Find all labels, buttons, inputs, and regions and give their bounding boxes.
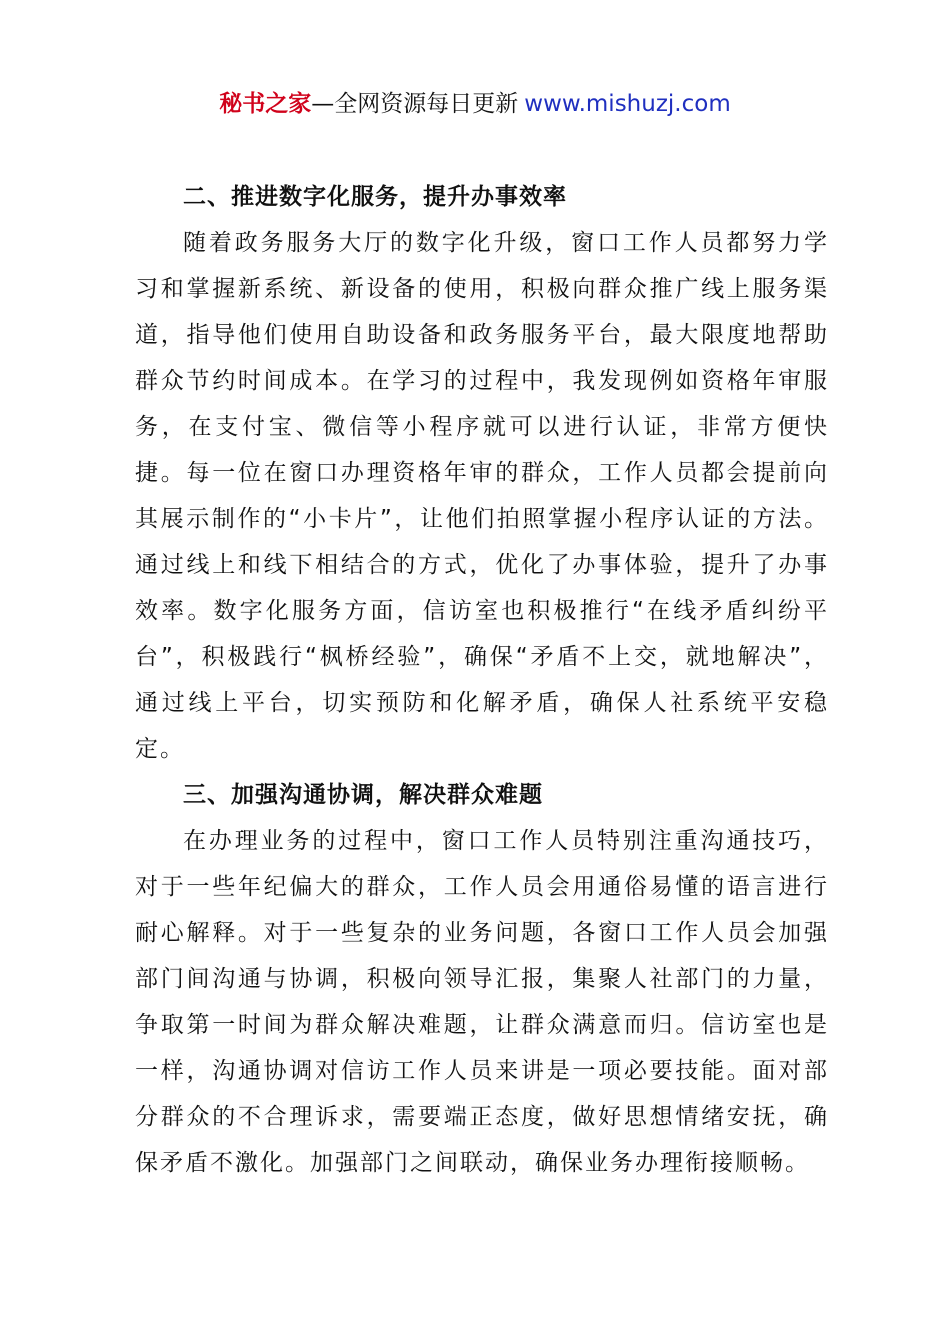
section-paragraph: 在办理业务的过程中，窗口工作人员特别注重沟通技巧，对于一些年纪偏大的群众，工作人员会用通俗易懂的语言进行耐心解释。对于一些复杂的业务问题，各窗口工作人员会加强部门间沟通与协调，积极向领导汇报，集聚人社部门的力量，争取第一时间为群众解决难题，让群众满意而归。信访室也是一样，沟通协调对信访工作人员来讲是一项必要技能。面对部分群众的不合理诉求，需要端正态度，做好思想情绪安抚，确保矛盾不激化。加强部门之间联动，确保业务办理衔接顺畅。 — [135, 828, 829, 1176]
document-body — [135, 174, 829, 1186]
page-header — [0, 86, 950, 122]
section-heading: 二、推进数字化服务，提升办事效率 — [183, 184, 567, 210]
site-url-link[interactable]: www.mishuzj.com — [524, 91, 731, 117]
brand-name: 秘书之家 — [219, 91, 312, 117]
section-paragraph: 随着政务服务大厅的数字化升级，窗口工作人员都努力学习和掌握新系统、新设备的使用，积极向群众推广线上服务渠道，指导他们使用自助设备和政务服务平台，最大限度地帮助群众节约时间成本。在学习的过程中，我发现例如资格年审服务，在支付宝、微信等小程序就可以进行认证，非常方便快捷。每一位在窗口办理资格年审的群众，工作人员都会提前向其展示制作的“小卡片”，让他们拍照掌握小程序认证的方法。通过线上和线下相结合的方式，优化了办事体验，提升了办事效率。数字化服务方面，信访室也积极推行“在线矛盾纠纷平台”，积极践行“枫桥经验”，确保“矛盾不上交，就地解决”，通过线上平台，切实预防和化解矛盾，确保人社系统平安稳定。 — [135, 230, 829, 762]
header-tagline: —全网资源每日更新 — [311, 91, 519, 117]
section-heading: 三、加强沟通协调，解决群众难题 — [183, 782, 543, 808]
